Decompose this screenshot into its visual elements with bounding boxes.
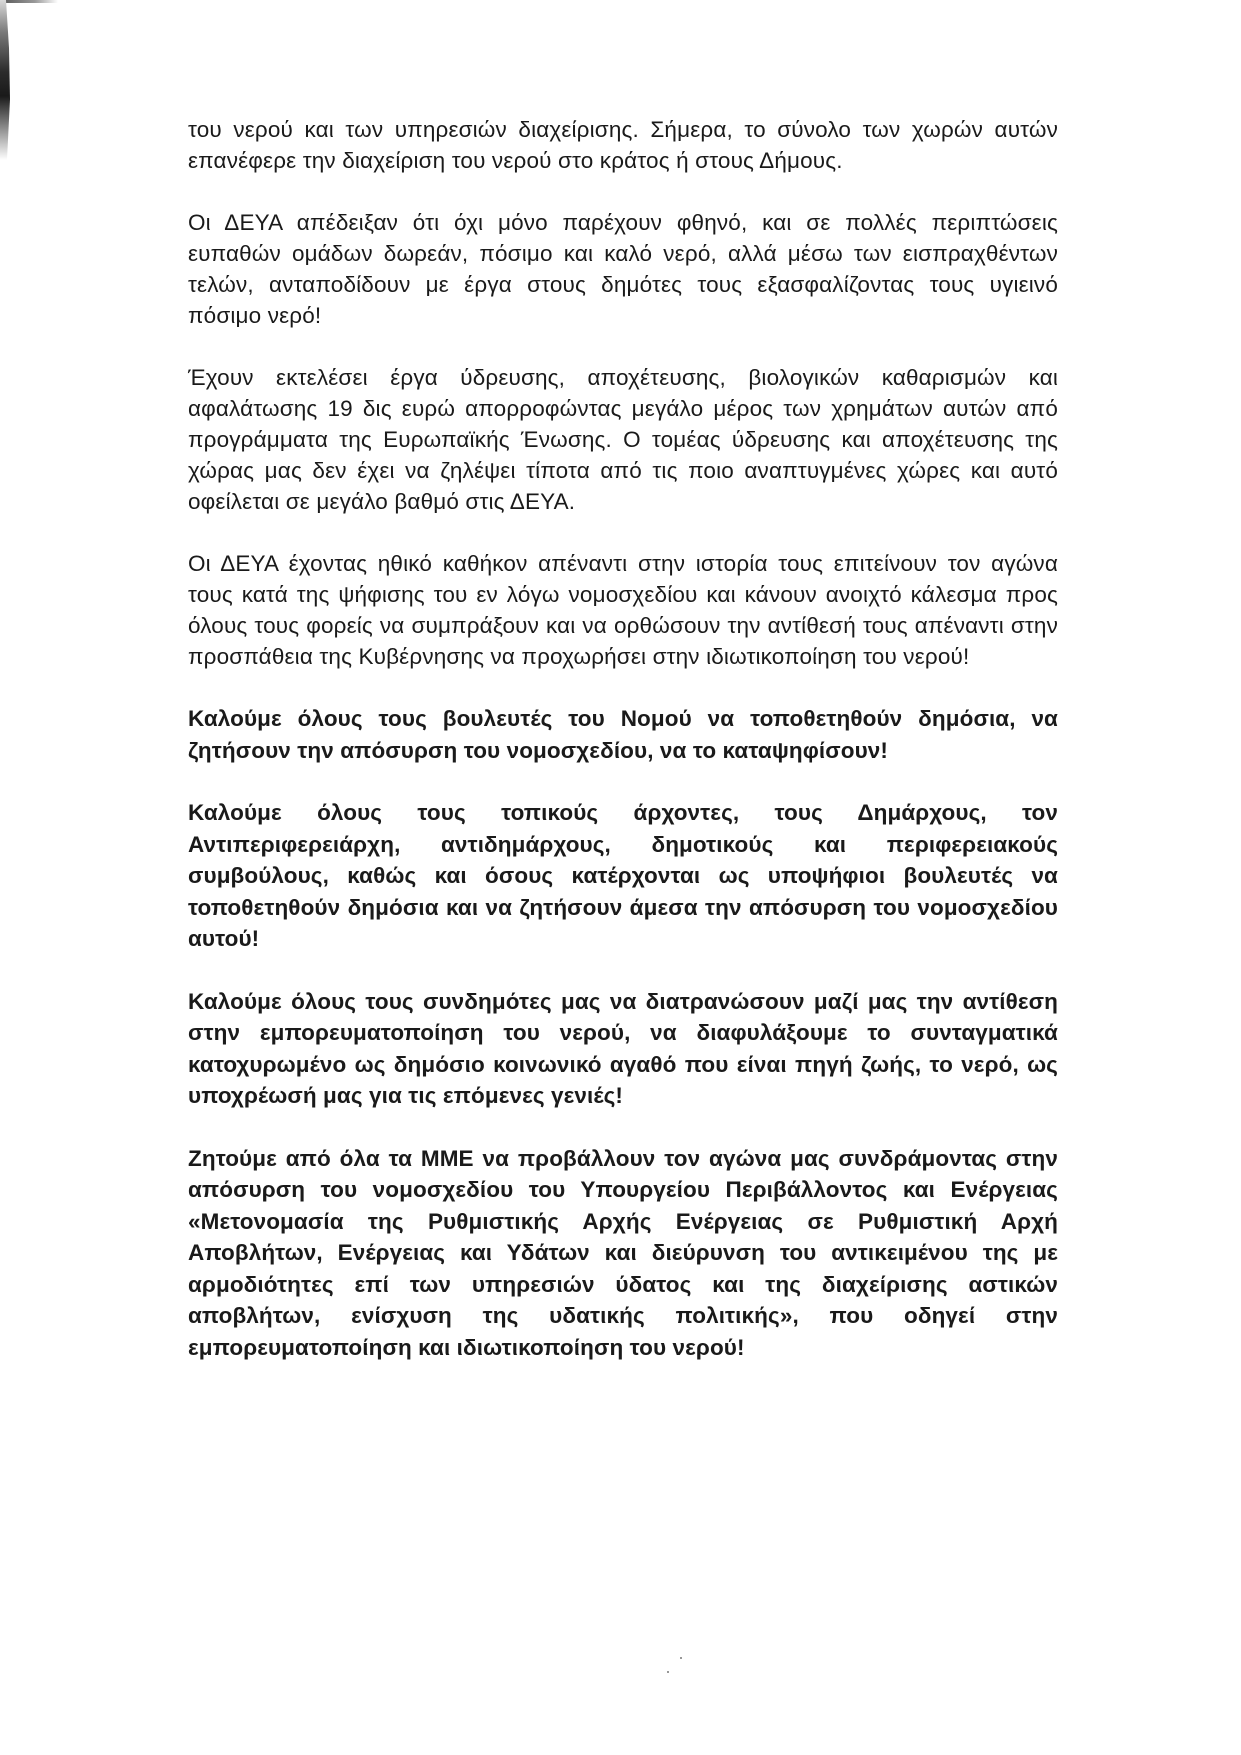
scan-edge-mark-left — [0, 0, 10, 160]
scan-edge-mark-top — [0, 0, 58, 3]
paragraph-call-media: Ζητούμε από όλα τα ΜΜΕ να προβάλλουν τον αγώνα μας συνδράμοντας στην απόσυρση του νομοσχεδίου του Υπουργείου Περιβάλλοντος και Ενέργειας «Μετονομασία της Ρυθμιστικής Αρχής Ενέργειας σε Ρυθμιστική Αρχή Αποβλήτων, Ενέργειας και Υδάτων και διεύρυνση του αντικειμένου της με αρμοδιότητες επί των υπηρεσιών ύδατος και της διαχείρισης αστικών αποβλήτων, ενίσχυση της υδατικής πολιτικής», που οδηγεί στην εμπορευματοποίηση και ιδιωτικοποίηση του νερού! — [188, 1145, 1058, 1360]
scan-speck — [667, 1671, 669, 1673]
paragraph-water-services-history: του νερού και των υπηρεσιών διαχείρισης. Σήμερα, το σύνολο των χωρών αυτών επανέφερε την διαχείριση του νερού στο κράτος ή στους Δήμους. — [188, 117, 1058, 173]
paragraph-call-citizens: Καλούμε όλους τους συνδημότες μας να διατρανώσουν μαζί μας την αντίθεση στην εμπορευματοποίηση του νερού, να διαφυλάξουμε το συνταγματικά κατοχυρωμένο ως δημόσιο κοινωνικό αγαθό που είναι πηγή ζωής, το νερό, ως υποχρέωσή μας για τις επόμενες γενιές! — [188, 988, 1058, 1108]
document-body — [188, 114, 1058, 1363]
paragraph-call-mps: Καλούμε όλους τους βουλευτές του Νομού να τοποθετηθούν δημόσια, να ζητήσουν την απόσυρση του νομοσχεδίου, να το καταψηφίσουν! — [188, 706, 1058, 763]
paragraph-call-local-officials: Καλούμε όλους τους τοπικούς άρχοντες, τους Δημάρχους, τον Αντιπεριφερειάρχη, αντιδημάρχους, δημοτικούς και περιφερειακούς συμβούλους, καθώς και όσους κατέρχονται ως υποψήφιοι βουλευτές να τοποθετηθούν δημόσια και να ζητήσουν άμεσα την απόσυρση του νομοσχεδίου αυτού! — [188, 800, 1058, 951]
scan-speck — [680, 1657, 682, 1659]
paragraph-deya-moral-duty: Οι ΔΕΥΑ έχοντας ηθικό καθήκον απέναντι στην ιστορία τους επιτείνουν τον αγώνα τους κατά της ψήφισης του εν λόγω νομοσχεδίου και κάνουν ανοιχτό κάλεσμα προς όλους τους φορείς να συμπράξουν και να ορθώσουν την αντίθεσή τους απέναντι στην προσπάθεια της Κυβέρνησης να προχωρήσει στην ιδιωτικοποίηση του νερού! — [188, 551, 1058, 669]
paragraph-deya-cheap-water: Οι ΔΕΥΑ απέδειξαν ότι όχι μόνο παρέχουν φθηνό, και σε πολλές περιπτώσεις ευπαθών ομάδων δωρεάν, πόσιμο και καλό νερό, αλλά μέσω των εισπραχθέντων τελών, ανταποδίδουν με έργα στους δημότες τους εξασφαλίζοντας τους υγιεινό πόσιμο νερό! — [188, 210, 1058, 328]
paragraph-deya-projects: Έχουν εκτελέσει έργα ύδρευσης, αποχέτευσης, βιολογικών καθαρισμών και αφαλάτωσης 19 δις ευρώ απορροφώντας μεγάλο μέρος των χρημάτων αυτών από προγράμματα της Ευρωπαϊκής Ένωσης. Ο τομέας ύδρευσης και αποχέτευσης της χώρας μας δεν έχει να ζηλέψει τίποτα από τις ποιο αναπτυγμένες χώρες και αυτό οφείλεται σε μεγάλο βαθμό στις ΔΕΥΑ. — [188, 365, 1058, 514]
